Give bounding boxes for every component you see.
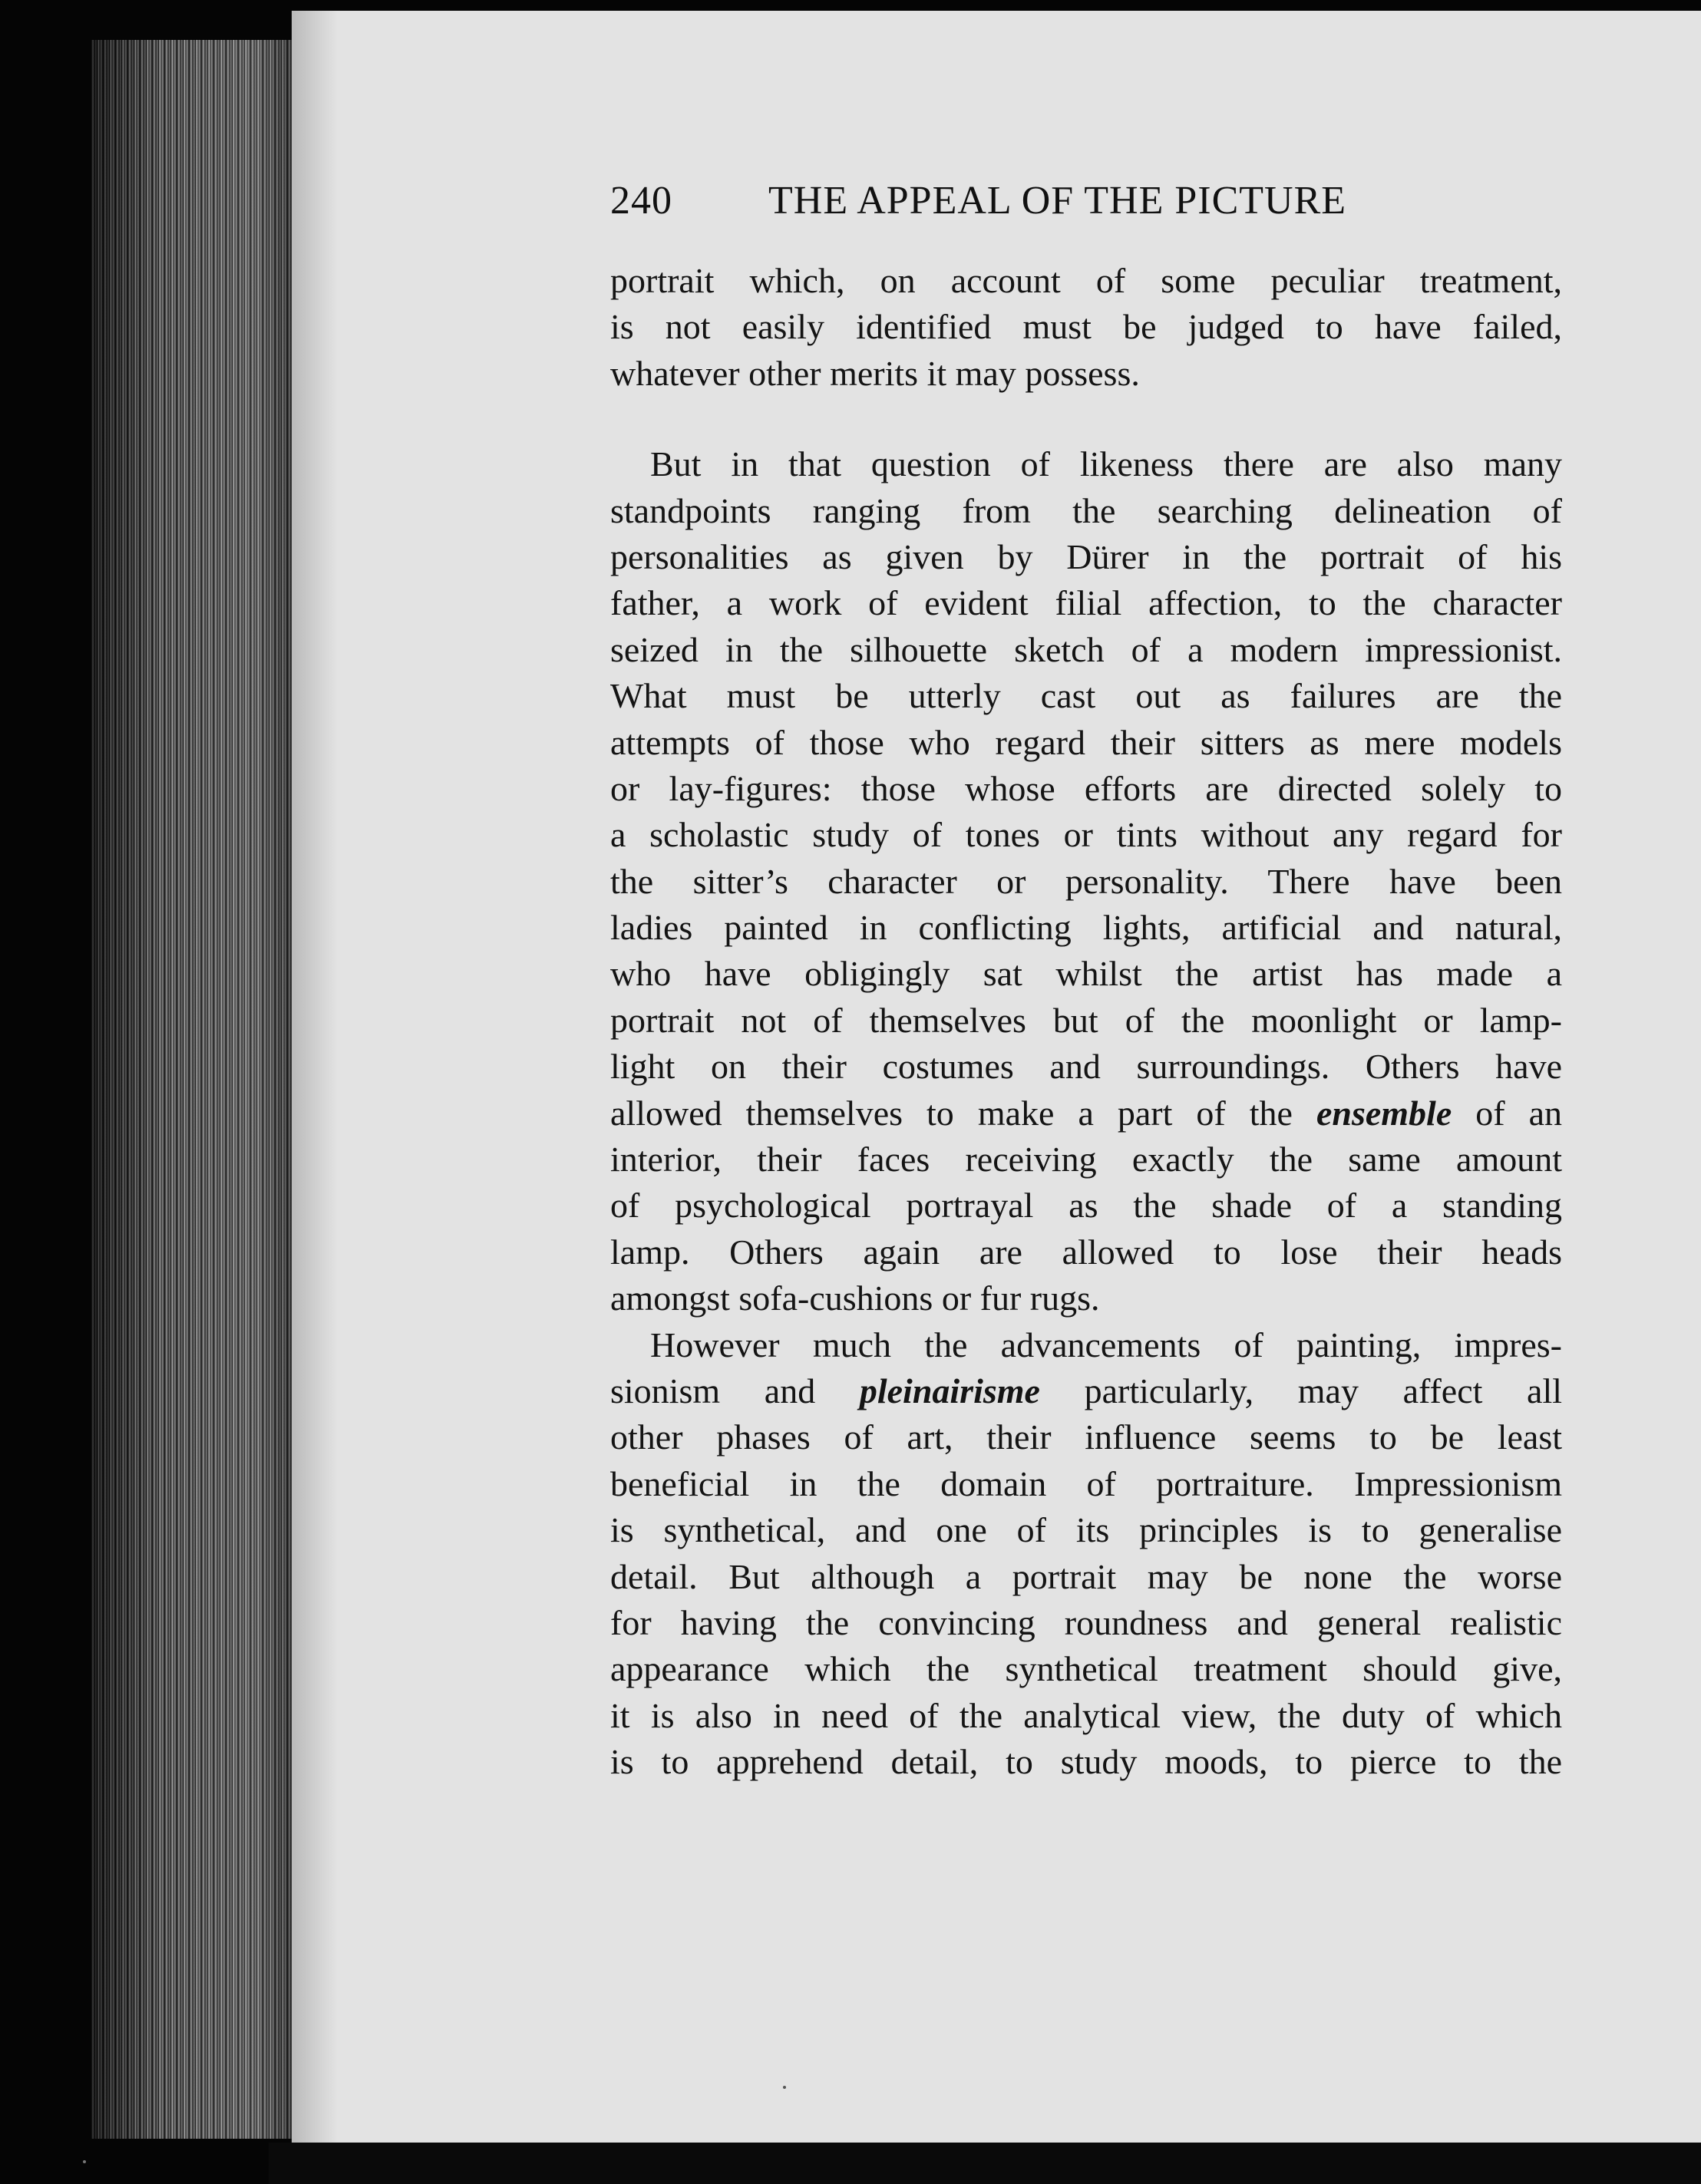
text-line-with-italic — [610, 1090, 1562, 1137]
text-line: is synthetical, and one of its principles is to generalise — [610, 1510, 1562, 1550]
text-line: standpoints ranging from the searching delineation of — [610, 490, 1562, 530]
body-text — [610, 258, 1562, 1786]
text-line: is to apprehend detail, to study moods, to pierce to the — [610, 1742, 1562, 1782]
text-line: interior, their faces receiving exactly the same amount — [610, 1140, 1562, 1179]
text-line: a scholastic study of tones or tints without any regard for — [610, 815, 1562, 855]
text-line: is not easily identified must be judged to have failed, — [610, 307, 1562, 347]
running-head — [610, 178, 1562, 232]
text-fragment: sionism and — [610, 1371, 816, 1410]
text-line: or lay-figures: those whose efforts are directed solely to — [610, 768, 1562, 808]
text-line: appearance which the synthetical treatment should give, — [610, 1649, 1562, 1689]
text-line: But in that question of likeness there are also many — [650, 444, 1562, 484]
text-fragment: of an — [1475, 1093, 1562, 1133]
text-line: whatever other merits it may possess. — [610, 353, 1140, 393]
paragraph-2 — [610, 441, 1562, 1321]
text-fragment: allowed themselves to make a part of the — [610, 1093, 1293, 1133]
text-fragment: particularly, may affect all — [1084, 1371, 1563, 1410]
text-line: portrait which, on account of some peculiar treatment, — [610, 261, 1562, 300]
text-line: detail. But although a portrait may be none the worse — [610, 1556, 1562, 1596]
text-line: personalities as given by Dürer in the portrait of his — [610, 536, 1562, 576]
scan-speck — [83, 2160, 86, 2163]
text-line: lamp. Others again are allowed to lose their heads — [610, 1232, 1562, 1272]
text-line: attempts of those who regard their sitters as mere models — [610, 722, 1562, 762]
book-page-edges — [91, 40, 298, 2139]
text-line: for having the convincing roundness and general realistic — [610, 1602, 1562, 1642]
paragraph-3 — [610, 1322, 1562, 1786]
text-line-with-italic — [610, 1368, 1562, 1414]
text-line: amongst sofa-cushions or fur rugs. — [610, 1278, 1100, 1318]
paragraph-1 — [610, 258, 1562, 397]
text-line: the sitter’s character or personality. There have been — [610, 861, 1562, 901]
page-number: 240 — [610, 179, 672, 223]
text-line: ladies painted in conflicting lights, artificial and natural, — [610, 908, 1562, 948]
text-line: other phases of art, their influence seems to be least — [610, 1417, 1562, 1457]
text-line: portrait not of themselves but of the moonlight or lamp- — [610, 1000, 1562, 1040]
text-line: father, a work of evident filial affection, to the character — [610, 583, 1562, 623]
text-line: light on their costumes and surroundings. Others have — [610, 1047, 1562, 1087]
text-line: it is also in need of the analytical view, the duty of which — [610, 1695, 1562, 1735]
text-line: of psychological portrayal as the shade of a standing — [610, 1186, 1562, 1226]
paragraph-spacing — [610, 397, 1562, 441]
gutter-shadow — [292, 11, 338, 2143]
text-line: seized in the silhouette sketch of a modern impressionist. — [610, 629, 1562, 669]
italic-term: pleinairisme — [859, 1371, 1040, 1410]
italic-term: ensemble — [1316, 1093, 1452, 1133]
text-line: beneficial in the domain of portraiture. Impressionism — [610, 1463, 1562, 1503]
text-line: who have obligingly sat whilst the artist has made a — [610, 954, 1562, 994]
scan-speck — [783, 2086, 786, 2089]
bottom-border — [269, 2143, 1701, 2184]
text-line: However much the advancements of painting, impres- — [650, 1325, 1562, 1364]
book-title-header: THE APPEAL OF THE PICTURE — [768, 179, 1347, 223]
text-line: What must be utterly cast out as failures are the — [610, 676, 1562, 716]
